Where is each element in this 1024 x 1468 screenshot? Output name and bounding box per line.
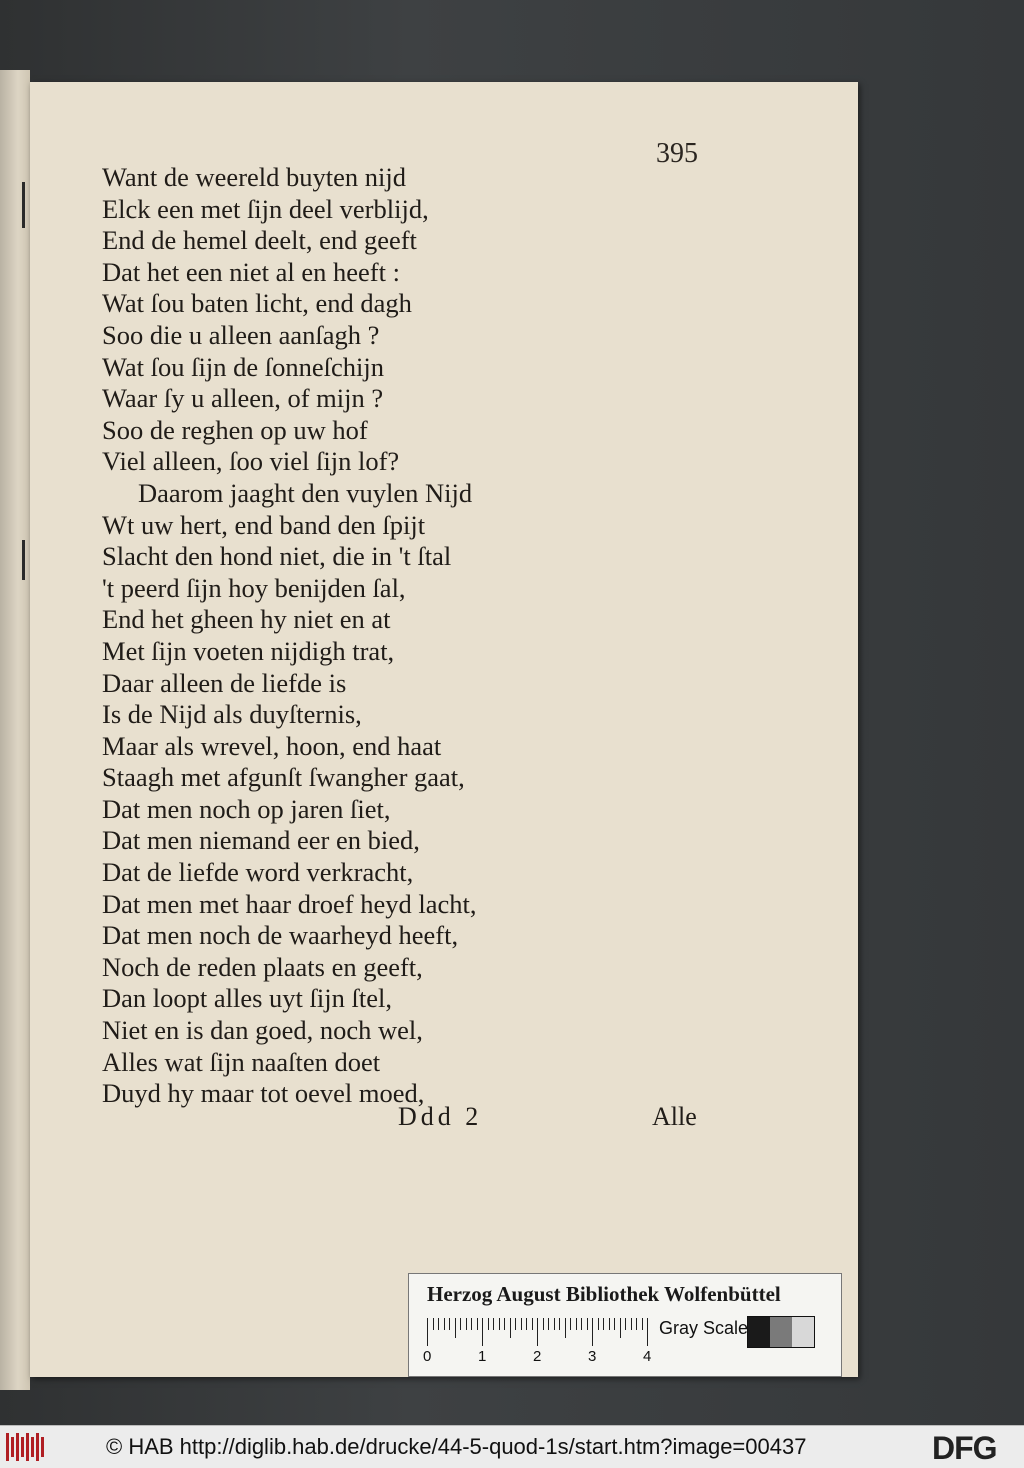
ruler-tick	[554, 1318, 555, 1330]
ruler-numbers	[423, 1348, 663, 1368]
poem-line: Daar alleen de liefde is	[102, 667, 347, 698]
ruler-tick	[438, 1318, 439, 1330]
ruler-tick	[427, 1318, 428, 1346]
ruler-tick	[493, 1318, 494, 1330]
ruler-tick	[625, 1318, 626, 1330]
ruler-tick	[548, 1318, 549, 1330]
poem-line: Slacht den hond niet, die in 't ſtal	[102, 541, 452, 572]
ruler-tick	[636, 1318, 637, 1330]
logo-bar	[6, 1433, 9, 1461]
ruler-tick	[488, 1318, 489, 1330]
ruler-tick	[510, 1318, 511, 1338]
footer-url[interactable]: © HAB http://diglib.hab.de/drucke/44-5-quod-1s/start.htm?image=00437	[106, 1434, 807, 1459]
ruler-tick	[433, 1318, 434, 1330]
ruler-number: 3	[588, 1348, 597, 1365]
logo-bar	[31, 1437, 34, 1457]
poem-line: Maar als wrevel, hoon, end haat	[102, 730, 442, 761]
gray-patch	[748, 1317, 770, 1347]
ruler-tick	[466, 1318, 467, 1330]
poem-line: Noch de reden plaats en geeft,	[102, 951, 423, 982]
poem-line: Waar ſy u alleen, of mijn ?	[102, 383, 384, 414]
poem-line: Niet en is dan goed, noch wel,	[102, 1015, 423, 1046]
library-card	[408, 1273, 842, 1377]
poem-line: Duyd hy maar tot oevel moed,	[102, 1078, 425, 1109]
ruler-tick	[642, 1318, 643, 1330]
gray-patch	[770, 1317, 792, 1347]
ruler-tick	[471, 1318, 472, 1330]
poem-line: End de hemel deelt, end geeft	[102, 225, 417, 256]
ruler-tick	[570, 1318, 571, 1330]
ruler-tick	[609, 1318, 610, 1330]
poem-line: End het gheen hy niet en at	[102, 604, 391, 635]
ruler-number: 1	[478, 1348, 487, 1365]
ruler-tick	[521, 1318, 522, 1330]
poem-line: Dat men met haar droef heyd lacht,	[102, 888, 477, 919]
poem-line: Dat de liefde word verkracht,	[102, 857, 414, 888]
gray-patch	[792, 1317, 814, 1347]
poem-line: Want de weereld buyten nijd	[102, 162, 406, 192]
scale-ruler	[427, 1318, 647, 1348]
ruler-tick	[499, 1318, 500, 1330]
ruler-tick	[565, 1318, 566, 1338]
poem-line: Wat ſou baten licht, end dagh	[102, 288, 412, 319]
ruler-tick	[449, 1318, 450, 1330]
logo-bar	[26, 1433, 29, 1461]
poem-line: Dat men niemand eer en bied,	[102, 825, 420, 856]
ruler-tick	[631, 1318, 632, 1330]
ruler-tick	[559, 1318, 560, 1330]
poem-line: Daarom jaaght den vuylen Nijd	[138, 477, 473, 508]
ruler-tick	[444, 1318, 445, 1330]
footer-bar	[0, 1425, 1024, 1468]
poem-line: Dat het een niet al en heeft :	[102, 256, 400, 287]
poem-line: Alles wat ſijn naaſten doet	[102, 1046, 381, 1077]
ruler-tick	[455, 1318, 456, 1338]
grayscale-swatch	[747, 1316, 815, 1348]
ruler-tick	[587, 1318, 588, 1330]
book-page	[30, 82, 858, 1377]
logo-bar	[11, 1437, 14, 1457]
ruler-number: 0	[423, 1348, 432, 1365]
ruler-number: 4	[643, 1348, 652, 1365]
poem-line: Is de Nijd als duyſternis,	[102, 699, 362, 730]
poem-line: Soo die u alleen aanſagh ?	[102, 319, 380, 350]
ruler-tick	[614, 1318, 615, 1330]
ruler-number: 2	[533, 1348, 542, 1365]
logo-bar	[16, 1433, 19, 1461]
poem-line: Soo de reghen op uw hof	[102, 414, 368, 445]
logo-bar	[21, 1437, 24, 1457]
ruler-tick	[532, 1318, 533, 1330]
grayscale-label: Gray Scale	[659, 1318, 749, 1338]
logo-bar	[41, 1437, 44, 1457]
edge-mark	[22, 182, 25, 228]
signature-mark: Ddd 2	[398, 1102, 483, 1131]
library-title: Herzog August Bibliothek Wolfenbüttel	[427, 1282, 781, 1306]
hab-logo-icon	[6, 1433, 46, 1461]
ruler-tick	[460, 1318, 461, 1330]
poem-line: Dan loopt alles uyt ſijn ſtel,	[102, 983, 392, 1014]
page-number: 395	[656, 138, 698, 169]
ruler-tick	[620, 1318, 621, 1338]
ruler-tick	[543, 1318, 544, 1330]
ruler-tick	[581, 1318, 582, 1330]
poem-line: Dat men noch de waarheyd heeft,	[102, 920, 459, 951]
poem-text	[102, 162, 477, 1110]
ruler-tick	[482, 1318, 483, 1346]
poem-line: 't peerd ſijn hoy benijden ſal,	[102, 572, 406, 603]
ruler-tick	[515, 1318, 516, 1330]
ruler-tick	[598, 1318, 599, 1330]
ruler-tick	[647, 1318, 648, 1346]
poem-line: Wt uw hert, end band den ſpijt	[102, 509, 426, 540]
dfg-logo: DFG	[932, 1430, 997, 1466]
ruler-tick	[477, 1318, 478, 1330]
ruler-tick	[504, 1318, 505, 1330]
poem-line: Elck een met ſijn deel verblijd,	[102, 193, 429, 224]
ruler-tick	[603, 1318, 604, 1330]
poem-line: Viel alleen, ſoo viel ſijn lof?	[102, 446, 400, 477]
poem-line: Dat men noch op jaren ſiet,	[102, 793, 391, 824]
logo-bar	[36, 1433, 39, 1461]
ruler-tick	[537, 1318, 538, 1346]
edge-mark	[22, 540, 25, 580]
poem-line: Wat ſou ſijn de ſonneſchijn	[102, 351, 384, 382]
ruler-tick	[592, 1318, 593, 1346]
poem-line: Staagh met afgunſt ſwangher gaat,	[102, 762, 465, 793]
poem-line: Met ſijn voeten nijdigh trat,	[102, 635, 395, 666]
ruler-tick	[576, 1318, 577, 1330]
catchword: Alle	[652, 1102, 697, 1131]
left-page-edge	[0, 70, 30, 1390]
ruler-tick	[526, 1318, 527, 1330]
